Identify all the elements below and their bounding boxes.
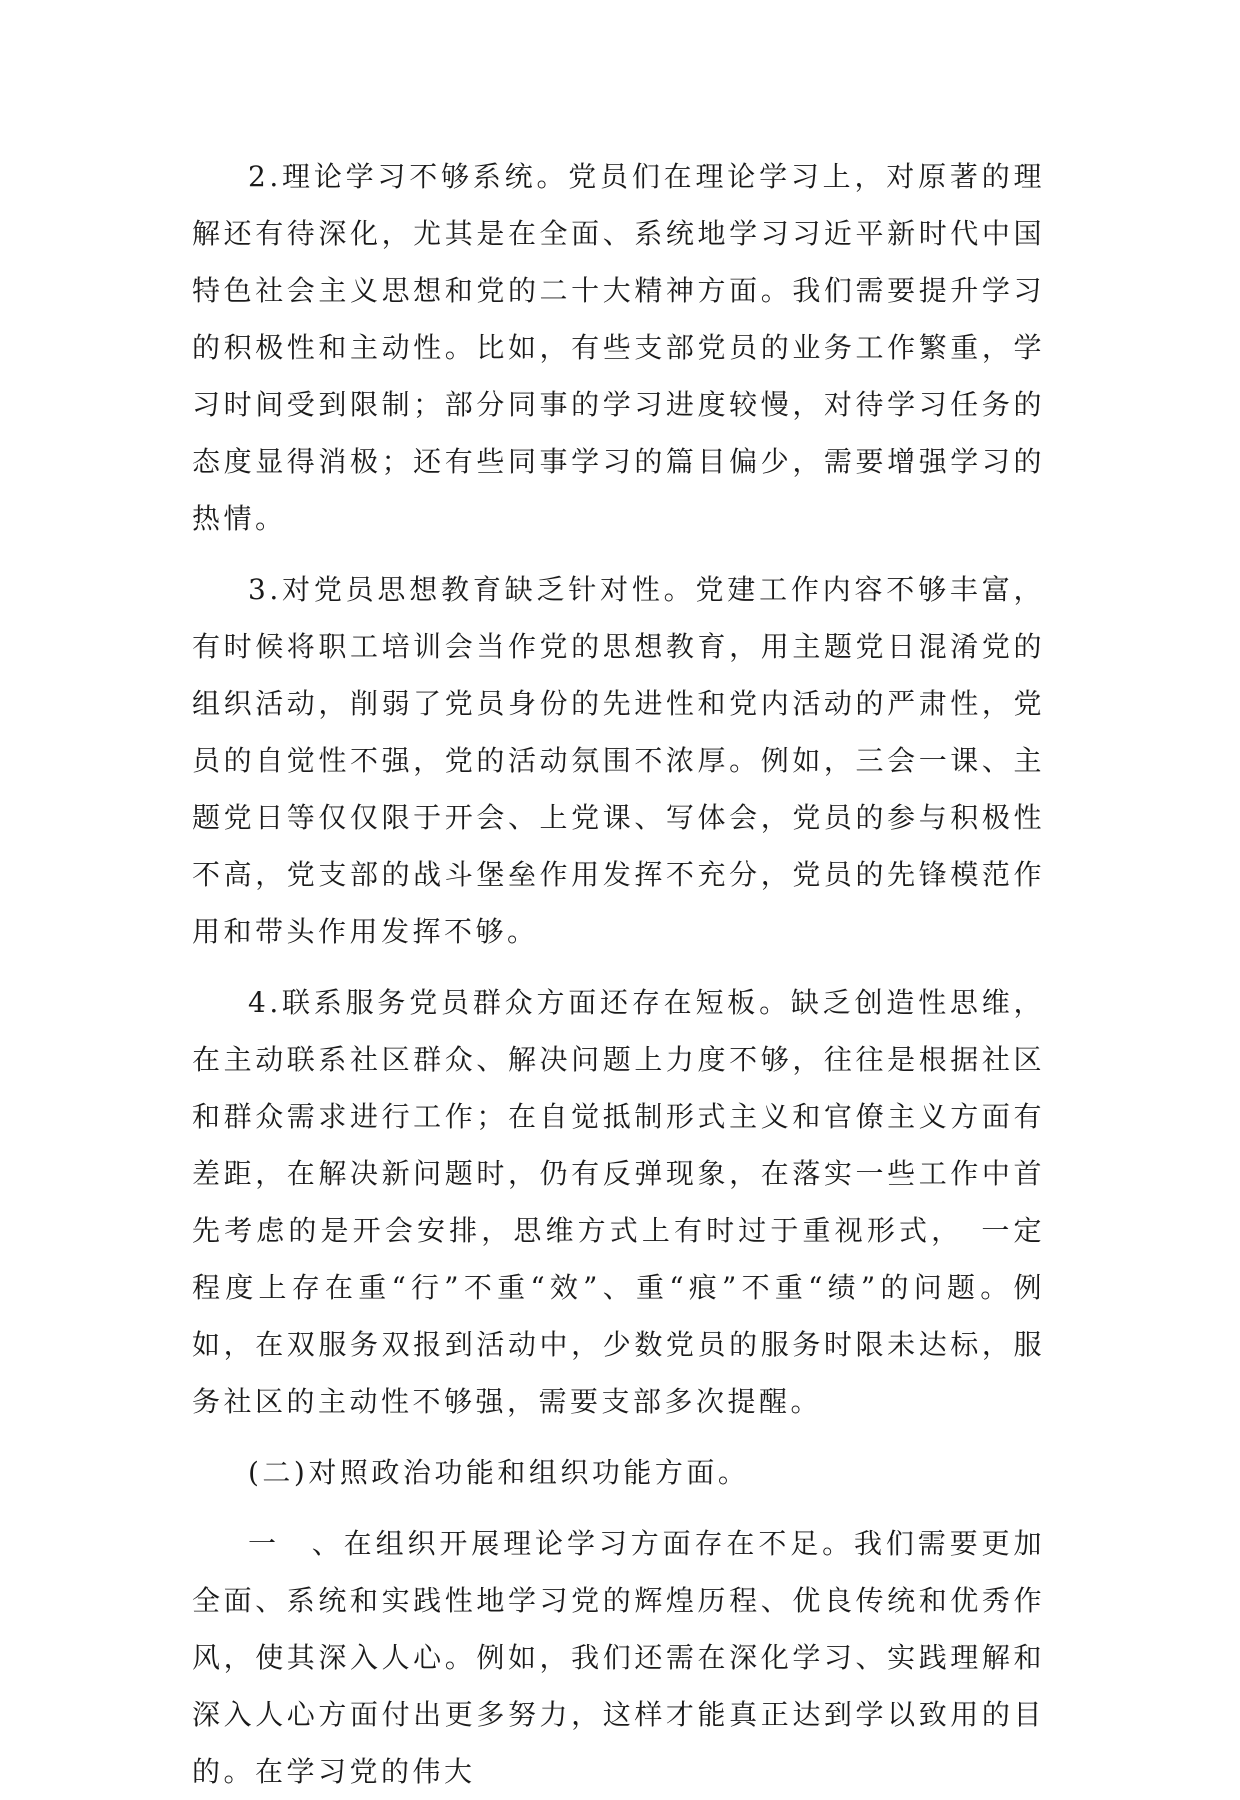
paragraph-serving-masses: 4.联系服务党员群众方面还存在短板。缺乏创造性思维，在主动联系社区群众、解决问题上力度不够，往往是根据社区和群众需求进行工作；在自觉抵制形式主义和官僚主义方面有差距，在解决新问题时，仍有反弹现象，在落实一些工作中首先考虑的是开会安排，思维方式上有时过于重视形式， 一定程度上存在重“行”不重“效”、重“痕”不重“绩”的问题。例如，在双服务双报到活动中，少数党员的服务时限未达标，服务社区的主动性不够强，需要支部多次提醒。 bbox=[192, 986, 1045, 1418]
paragraph-ideological-education: 3.对党员思想教育缺乏针对性。党建工作内容不够丰富，有时候将职工培训会当作党的思想教育，用主题党日混淆党的组织活动，削弱了党员身份的先进性和党内活动的严肃性，党员的自觉性不强，党的活动氛围不浓厚。例如，三会一课、主题党日等仅仅限于开会、上党课、写体会，党员的参与积极性不高，党支部的战斗堡垒作用发挥不充分，党员的先锋模范作用和带头作用发挥不够。 bbox=[192, 573, 1045, 948]
paragraph-theory-study: 2.理论学习不够系统。党员们在理论学习上，对原著的理解还有待深化，尤其是在全面、系统地学习习近平新时代中国特色社会主义思想和党的二十大精神方面。我们需要提升学习的积极性和主动性。比如，有些支部党员的业务工作繁重，学习时间受到限制；部分同事的学习进度较慢，对待学习任务的态度显得消极；还有些同事学习的篇目偏少，需要增强学习的热情。 bbox=[192, 160, 1045, 535]
document-body bbox=[192, 148, 1045, 1800]
paragraph-organizing-study: 一 、在组织开展理论学习方面存在不足。我们需要更加全面、系统和实践性地学习党的辉煌历程、优良传统和优秀作风，使其深入人心。例如，我们还需在深化学习、实践理解和深入人心方面付出更多努力，这样才能真正达到学以致用的目的。在学习党的伟大 bbox=[192, 1527, 1045, 1788]
section-heading-political-function: (二)对照政治功能和组织功能方面。 bbox=[248, 1456, 750, 1489]
